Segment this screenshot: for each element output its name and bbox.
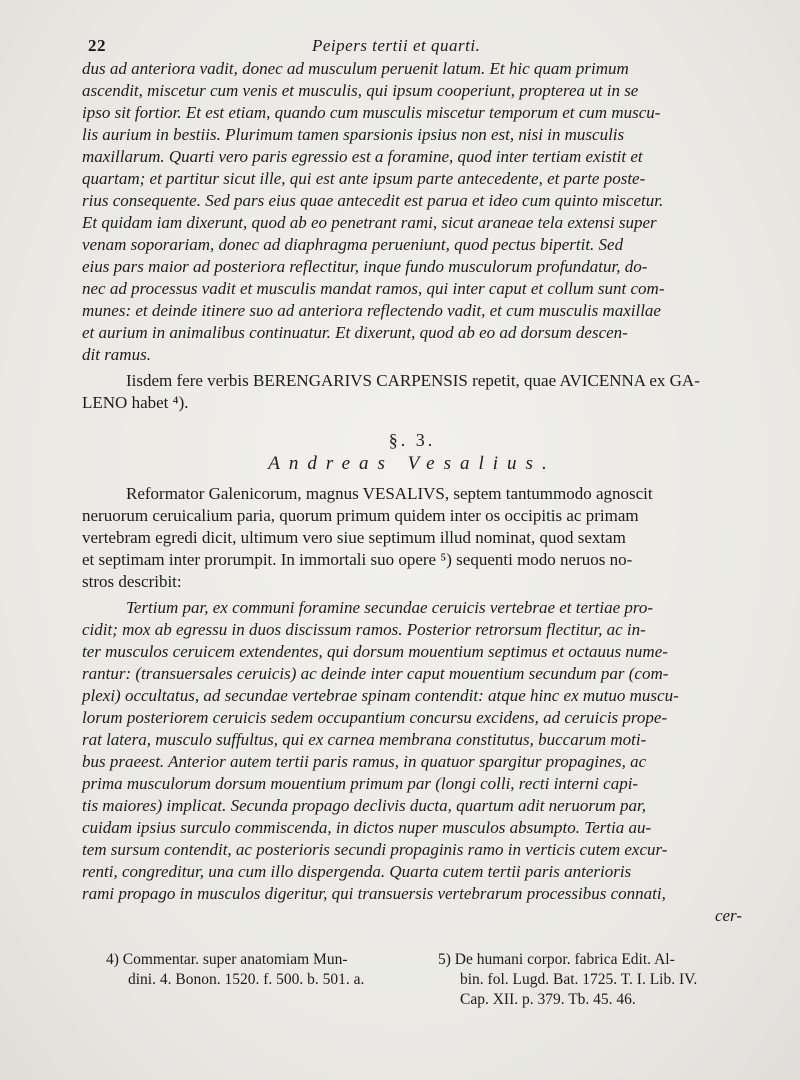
text-line: plexi) occultatus, ad secundae vertebrae spinam contendit: atque hinc ex mutuo muscu-	[82, 686, 679, 705]
running-header	[82, 28, 742, 58]
running-title: Peipers tertii et quarti.	[312, 36, 481, 55]
text-line: ipso sit fortior. Et est etiam, quando cum musculis miscetur temporum et cum muscu-	[82, 103, 661, 122]
text-line: nec ad processus vadit et musculis mandat ramos, qui inter caput et collum sunt com-	[82, 279, 665, 298]
text-line: eius pars maior ad posteriora reflectitur, inque fundo musculorum profundatur, do-	[82, 257, 648, 276]
text-line: cidit; mox ab egressu in duos discissum ramos. Posterior retrorsum flectitur, ac in-	[82, 620, 646, 639]
paragraph-berengarius	[82, 370, 742, 414]
text-line: Tertium par, ex communi foramine secundae ceruicis vertebrae et tertiae pro-	[126, 598, 654, 617]
footnote-line: Cap. XII. p. 379. Tb. 45. 46.	[460, 991, 636, 1008]
footnote-line: dini. 4. Bonon. 1520. f. 500. b. 501. a.	[128, 971, 365, 988]
page-number: 22	[88, 36, 106, 55]
text-line: Et quidam iam dixerunt, quod ab eo penetrant rami, sicut araneae tela extensi super	[82, 213, 657, 232]
quote-vesalius	[82, 597, 742, 905]
text-line: et aurium in animalibus continuatur. Et dixerunt, quod ab eo ad dorsum descen-	[82, 323, 628, 342]
text-line: bus praeest. Anterior autem tertii paris ramus, in quatuor spargitur propagines, ac	[82, 752, 647, 771]
text-line: rami propago in musculos digeritur, qui transuersis vertebrarum processibus connati,	[82, 884, 666, 903]
text-line: ter musculos ceruicem extendentes, qui dorsum mouentium septimus et octauus nume-	[82, 642, 668, 661]
text-line: dus ad anteriora vadit, donec ad musculum peruenit latum. Et hic quam primum	[82, 59, 629, 78]
text-line: rantur: (transuersales ceruicis) ac deinde inter caput mouentium secundum par (com-	[82, 664, 669, 683]
text-line: Reformator Galenicorum, magnus VESALIVS, septem tantummodo agnoscit	[126, 484, 653, 503]
text-line: LENO habet ⁴).	[82, 393, 189, 412]
footnote-4	[106, 950, 410, 1010]
text-line: prima musculorum dorsum mouentium primum par (longi colli, recti interni capi-	[82, 774, 639, 793]
footnote-line: 4) Commentar. super anatomiam Mun-	[106, 951, 348, 968]
catchword: cer-	[714, 906, 742, 925]
text-line: dit ramus.	[82, 345, 151, 364]
text-line: venam soporariam, donec ad diaphragma perueniunt, quod pectus bipertit. Sed	[82, 235, 624, 254]
text-line: rius consequente. Sed pars eius quae antecedit est parua et ideo cum quinto miscetur.	[82, 191, 664, 210]
text-line: stros describit:	[82, 572, 182, 591]
text-line: lis aurium in bestiis. Plurimum tamen sparsionis ipsius non est, nisi in musculis	[82, 125, 625, 144]
text-line: maxillarum. Quarti vero paris egressio est a foramine, quod inter tertiam existit et	[82, 147, 643, 166]
footnotes	[106, 950, 742, 1010]
section-heading: Andreas Vesalius.	[268, 453, 556, 474]
text-line: renti, congreditur, una cum illo dispergenda. Quarta cutem tertii paris anterioris	[82, 862, 632, 881]
footnote-line: bin. fol. Lugd. Bat. 1725. T. I. Lib. IV.	[460, 971, 698, 988]
text-line: neruorum ceruicalium paria, quorum primum quidem inter os occipitis ac primam	[82, 506, 639, 525]
text-line: tis maiores) implicat. Secunda propago declivis ducta, quartum adit neruorum par,	[82, 796, 646, 815]
text-line: lorum posteriorem ceruicis sedem occupantium concursu excidens, ad ceruicis prope-	[82, 708, 668, 727]
text-line: et septimam inter prorumpit. In immortali suo opere ⁵) sequenti modo neruos no-	[82, 550, 633, 569]
text-line: munes: et deinde itinere suo ad anteriora reflectendo vadit, et cum musculis maxillae	[82, 301, 661, 320]
paragraph-vesalius	[82, 483, 742, 593]
text-line: ascendit, miscetur cum venis et musculis, qui ipsum cooperiunt, propterea ut in se	[82, 81, 639, 100]
text-line: vertebram egredi dicit, ultimum vero siue septimum illud nominat, quod sextam	[82, 528, 626, 547]
text-line: quartam; et partitur sicut ille, qui est ante ipsum parte antecedente, et parte poste-	[82, 169, 646, 188]
text-line: tem sursum contendit, ac posterioris secundi propaginis ramo in verticis cutem excur-	[82, 840, 668, 859]
footnote-5	[438, 950, 742, 1010]
main-text	[82, 58, 742, 927]
quote-avicenna	[82, 58, 742, 366]
text-line: Iisdem fere verbis BERENGARIVS CARPENSIS repetit, quae AVICENNA ex GA-	[126, 371, 700, 390]
text-line: cuidam ipsius surculo commiscenda, in dictos nuper musculos absumpto. Tertia au-	[82, 818, 652, 837]
section-number: §. 3.	[388, 430, 436, 450]
footnote-line: 5) De humani corpor. fabrica Edit. Al-	[438, 951, 675, 968]
text-line: rat latera, musculo suffultus, qui ex carnea membrana constitutus, buccarum moti-	[82, 730, 647, 749]
